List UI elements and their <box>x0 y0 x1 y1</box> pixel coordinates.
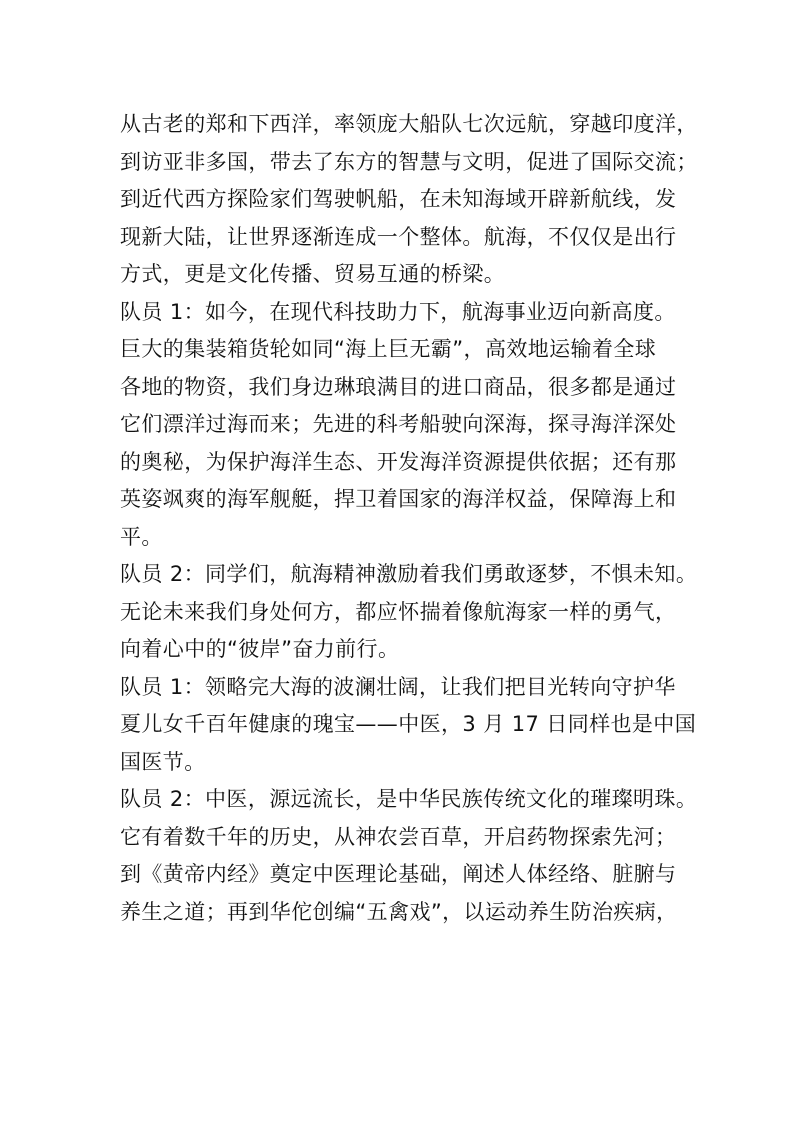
text-line: 它们漂洋过海而来；先进的科考船驶向深海，探寻海洋深处 <box>120 412 677 436</box>
text-line: 向着心中的“彼岸”奋力前行。 <box>120 637 400 661</box>
text-line: 的奥秘，为保护海洋生态、开发海洋资源提供依据；还有那 <box>120 449 677 474</box>
text-line: 巨大的集装箱货轮如同“海上巨无霸”，高效地运输着全球 <box>120 337 657 361</box>
text-line: 英姿飒爽的海军舰艇，捍卫着国家的海洋权益，保障海上和 <box>120 487 677 511</box>
text-line: 现新大陆，让世界逐渐连成一个整体。航海，不仅仅是出行 <box>120 224 677 249</box>
text-line: 到访亚非多国，带去了东方的智慧与文明，促进了国际交流； <box>120 149 698 174</box>
text-line: 养生之道；再到华佗创编“五禽戏”，以运动养生防治疾病， <box>120 899 678 924</box>
text-line: 队员 1：领略完大海的波澜壮阔，让我们把目光转向守护华 <box>120 674 676 699</box>
text-line: 队员 1：如今，在现代科技助力下，航海事业迈向新高度。 <box>120 299 676 324</box>
text-line: 它有着数千年的历史，从神农尝百草，开启药物探索先河； <box>120 824 677 849</box>
text-line: 夏儿女千百年健康的瑰宝——中医，3 月 17 日同样也是中国 <box>120 712 697 736</box>
text-line: 无论未来我们身处何方，都应怀揣着像航海家一样的勇气， <box>120 599 677 624</box>
document-body <box>120 106 698 931</box>
text-line: 队员 2：中医，源远流长，是中华民族传统文化的璀璨明珠。 <box>120 787 698 811</box>
text-line: 各地的物资，我们身边琳琅满目的进口商品，很多都是通过 <box>120 374 677 399</box>
text-line: 队员 2：同学们，航海精神激励着我们勇敢逐梦，不惧未知。 <box>120 562 698 586</box>
text-line: 平。 <box>120 524 163 549</box>
text-line: 方式，更是文化传播、贸易互通的桥梁。 <box>120 262 506 286</box>
text-line: 国医节。 <box>120 749 206 774</box>
text-line: 到近代西方探险家们驾驶帆船，在未知海域开辟新航线，发 <box>120 187 677 211</box>
text-line: 从古老的郑和下西洋，率领庞大船队七次远航，穿越印度洋， <box>120 112 698 136</box>
text-line: 到《黄帝内经》奠定中医理论基础，阐述人体经络、脏腑与 <box>120 862 677 886</box>
